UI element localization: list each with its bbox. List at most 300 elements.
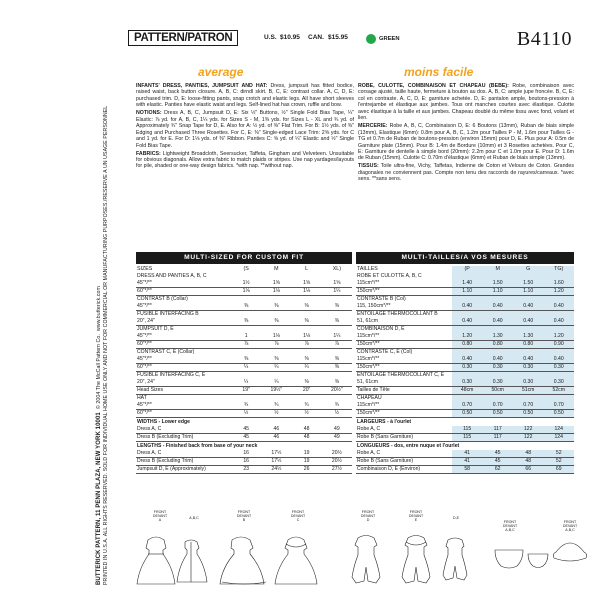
cell-value: 1⅝ [292,280,322,288]
garment-sketches [130,510,590,590]
cell-value: 41 [452,458,483,466]
desc-fr-notions-label: MERCERIE: [358,123,388,130]
length-row [136,450,352,458]
side-legal-text [96,105,110,585]
cell-value: 1⅛ [261,333,291,341]
cell-value [513,311,544,319]
cell-value [482,311,513,319]
table-row [136,356,352,364]
cell-value: ⅜ [292,303,322,311]
row-label: 51, 61cm [356,318,452,326]
table-header-row [136,266,352,273]
cell-value: ⅞ [322,341,352,349]
row-label: 115, 150cm*/** [356,303,452,311]
row-label: 60"*/** [136,341,231,349]
cell-value: ½ [292,410,322,418]
row-label: ENTOILAGE THERMOCOLLANT C, E [357,372,445,378]
cell-value [482,326,513,334]
table-section-row [136,273,352,280]
cell-value: 0.30 [543,364,574,372]
cell-value [513,372,544,380]
cell-value [482,372,513,380]
cell-value: ¾ [292,402,322,410]
pattern-header [128,30,578,50]
cell-value: ⅜ [261,318,291,326]
cell-value [261,372,291,380]
cell-value: 0.40 [482,318,513,326]
cell-value: 62 [482,466,513,474]
cell-value: 115 [452,426,483,434]
length-row [356,458,574,466]
cell-value [292,273,322,280]
row-label: CONTRASTE B (Col) [357,296,406,302]
cell-value: G [513,266,544,273]
cell-value [322,395,352,403]
desc-en-title: INFANTS' DRESS, PANTIES, JUMPSUIT AND HAT: [136,83,268,89]
yardage-table-fr [356,266,574,474]
cell-value: 0.30 [482,379,513,387]
cell-value: ¼ [231,379,261,387]
difficulty-fr: moins facile [404,65,474,79]
cell-value: ¾ [261,402,291,410]
cell-value: 1.20 [543,288,574,296]
row-label: Dress A, C [136,450,231,458]
cell-value [261,296,291,304]
table-row [136,288,352,296]
jumpsuit-d-sketch [352,536,380,584]
cell-value [513,296,544,304]
cell-value: 1.60 [543,280,574,288]
row-label: 60"*/** [136,288,231,296]
cell-value [513,349,544,357]
cell-value: 0.30 [513,379,544,387]
table-row [136,318,352,326]
length-row [356,466,574,474]
cell-value [452,372,483,380]
row-label: COMBINAISON D, E [357,326,405,332]
cell-value: 20½ [322,458,352,466]
lengths-title: LENGTHS - Finished back from base of your neck [136,442,352,451]
cell-value: 58 [452,466,483,474]
cell-value [513,273,544,280]
cell-value: 19 [292,450,322,458]
cell-value: ⅜ [322,303,352,311]
cell-value: ¼ [261,379,291,387]
widths-title: WIDTHS - Lower edge [136,418,352,427]
cell-value: 1.20 [452,333,483,341]
cell-value: 117 [482,434,513,442]
lengths-title: LONGUEURS - dos, entre nuque et l'ourlet [356,442,574,451]
cell-value: (P [452,266,483,273]
cell-value: 0.80 [452,341,483,349]
table-section-row [356,349,574,357]
row-label: 115cm*/** [356,280,452,288]
cell-value [231,395,261,403]
panties-sketch [495,550,548,568]
cell-value: 48 [292,434,322,442]
row-label: Dress A, C [136,426,231,434]
row-label: 115cm*/** [356,402,452,410]
cell-value: ⅜ [322,318,352,326]
side-rights: PRINTED IN U.S.A. ALL RIGHTS RESERVED. SOLD FOR INDIVIDUAL HOME USE ONLY AND NOT FOR COMMERCIAL OR MANUFACTURING PURPOSES./RESERVE A UN USAGE PERSONNEL [103,105,109,585]
cell-value: 0.30 [543,379,574,387]
cell-value [261,326,291,334]
width-row [356,434,574,442]
cell-value: 46 [261,434,291,442]
cell-value: ⅜ [261,303,291,311]
widths-title-row [136,418,352,427]
can-price: $15.95 [328,34,348,41]
cell-value: ⅞ [231,341,261,349]
desc-fr-title: ROBE, CULOTTE, COMBINAISON ET CHAPEAU (BEBE): [358,83,509,89]
desc-en-fabrics: Lightweight Broadcloth, Seersucker, Taffeta, Gingham and Velveteen. Unsuitable for obvious diagonals. Allow extra fabric to match plaids or stripes. Use nap yardages/layouts for pile, shaded or one-way design fabrics. *with nap. **without nap. [136,150,354,170]
cell-value: 115 [452,434,483,442]
cell-value: 0.40 [513,303,544,311]
cell-value: 117 [482,426,513,434]
cell-value [543,349,574,357]
dress-a-sketch [137,537,175,584]
cell-value: 45 [231,426,261,434]
cell-value: 1.10 [482,288,513,296]
difficulty-en: average [198,65,244,79]
row-label: Jumpsuit D, E (Approximately) [136,466,231,474]
hat-sketch [553,543,586,561]
table-row [356,303,574,311]
table-section-row [356,395,574,403]
dress-c-sketch [275,537,317,584]
desc-fr-notions: Robe A, B, C, Combinaison D, E: 6 Boutons (13mm), Ruban de biais simple (13mm), Elastique (6mm): 0.8m pour A, B, C, 1.2m pour Tailles P - M, 1.6m pour Tailles G - TG et 0.7m de Ruban de boutons-pression (environ 15mm) pour D, E. Plus pour A: 0.5m de Garniture plate (15mm). Pour B: 1.4m de Bordure (10mm) et 3 Rosettes achetées. Pour C, E: Garniture de dentelle à simple bord (20mm): 2.2m pour C et 1.0m pour E. Pour D: 1.6m de Ruban (15mm). Culotte C: 0.70m d'élastique (6mm) et Ruban de biais simple (13mm). [358,123,574,162]
table-section-row [136,311,352,319]
cell-value: 1⅝ [261,280,291,288]
cell-value [482,395,513,403]
row-label: JUMPSUIT D, E [137,326,174,332]
cell-value: ¼ [231,364,261,372]
width-row [136,434,352,442]
width-row [136,426,352,434]
row-label: 20", 24" [136,379,231,387]
cell-value: ¾ [322,402,352,410]
table-row [136,410,352,418]
cell-value [231,296,261,304]
table-section-row [136,372,352,380]
cell-value: 0.30 [452,364,483,372]
sketch-caption-de: D,E [453,516,459,520]
cell-value: 1.30 [513,333,544,341]
dress-b-sketch [220,537,266,584]
cell-value: ½ [322,410,352,418]
cell-value: ⅜ [261,356,291,364]
cell-value: 1¼ [322,288,352,296]
cell-value: 124 [543,426,574,434]
cell-value: ½ [261,410,291,418]
row-label: Dress B (Excluding Trim) [136,458,231,466]
cell-value: 26 [292,466,322,474]
row-label: Robe B (Sans Garniture) [356,434,452,442]
cell-value: 16 [231,450,261,458]
desc-en-notions: Dress A, B, C, Jumpsuit D, E: Six ½" Buttons, ½" Single Fold Bias Tape, ¼" Elastic: ⅞ yd. for A, B, C, 1¼ yds. for Sizes S - M, 1⅜ yds. for Sizes L - XL and ¾ yd. of Approximately ¾" Snap Tape for D, E. Also for A: ½ yd. of ⅜" Flat Trim. For B: 1½ yds. of ⅜" Edging and Purchased Three Rosettes. For C, E: ⅜" Single-edged Lace Trim: 2⅝ yds. for C and 1 yd. for E. For D: 1⅛ yds. of ⅜" Ribbon. Panties C: ⅝ yd. of ¼" Elastic and ½" Single Fold Bias Tape. [136,110,354,149]
cell-value: 0.90 [543,341,574,349]
cell-value: 0.40 [543,318,574,326]
row-label: Head Sizes [136,387,231,395]
cell-value [322,372,352,380]
cell-value: 1⅛ [292,288,322,296]
row-label: 115cm*/** [356,356,452,364]
row-label: 45"*/** [136,303,231,311]
cell-value [452,326,483,334]
cell-value: 1⅛ [261,288,291,296]
cell-value: 0.40 [482,303,513,311]
row-label: 115cm*/** [356,333,452,341]
table-row [356,333,574,341]
cell-value: 0.40 [513,318,544,326]
jumpsuit-back-sketch [443,538,467,580]
cell-value: 52 [543,450,574,458]
sketch-caption-panties: FRONT DEVANT A,B,C [502,520,518,532]
row-label: ROBE ET CULOTTE A, B, C [357,273,422,279]
cell-value [231,273,261,280]
cell-value: 0.50 [543,410,574,418]
us-label: U.S. [264,34,277,41]
row-label: FUSIBLE INTERFACING B [137,311,199,317]
description-fr [358,83,574,184]
cell-value: 17½ [261,450,291,458]
row-label: Robe B (Sans Garniture) [356,458,452,466]
cell-value: 0.50 [482,410,513,418]
cell-value: 0.70 [513,402,544,410]
cell-value: 52cm [543,387,574,395]
row-label: 45"*/** [136,402,231,410]
cell-value [543,395,574,403]
pattern-number: B4110 [516,28,572,50]
table-row [136,303,352,311]
width-row [356,426,574,434]
cell-value [261,395,291,403]
table-header-row [356,266,574,273]
desc-fr-fabrics-label: TISSUS: [358,163,379,170]
cell-value [292,311,322,319]
cell-value: 46 [261,426,291,434]
cell-value: 1.50 [482,280,513,288]
lengths-title-row [136,442,352,451]
row-label: 45"*/** [136,356,231,364]
cell-value: 19½" [261,387,291,395]
cell-value [292,395,322,403]
cell-value: 20" [292,387,322,395]
side-copyright: © 2004 The McCall Pattern Co. [96,334,102,410]
table-section-row [356,311,574,319]
side-company: BUTTERICK PATTERN, 11 PENN PLAZA, NEW YORK 10001 [96,412,102,585]
cell-value: ⅜ [322,364,352,372]
row-label: Robe A, C [356,450,452,458]
sketch-caption-front-e: FRONT DEVANT E [408,510,424,522]
table-row [136,341,352,349]
cell-value: 124 [543,434,574,442]
us-price: $10.95 [280,34,300,41]
row-label: TAILLES [357,266,378,272]
cell-value: 1 [231,333,261,341]
cell-value: ⅜ [231,318,261,326]
cell-value: ½ [231,410,261,418]
table-row [356,288,574,296]
cell-value: 122 [513,434,544,442]
cell-value [543,296,574,304]
cell-value: 0.30 [482,364,513,372]
table-row [356,410,574,418]
cell-value [231,372,261,380]
table-row [136,387,352,395]
table-row [136,280,352,288]
cell-value: 48 [513,450,544,458]
cell-value: 41 [452,450,483,458]
cell-value: 69 [543,466,574,474]
widths-title-row [356,418,574,427]
row-label: SIZES [137,266,153,272]
row-label: Combinaison D, E (Environ) [356,466,452,474]
cell-value: 45 [231,434,261,442]
row-label: 150cm*/** [356,341,452,349]
row-label: FUSIBLE INTERFACING C, E [137,372,206,378]
table-row [136,402,352,410]
cell-value: 122 [513,426,544,434]
desc-en-fabrics-label: FABRICS: [136,150,161,157]
table-section-row [356,372,574,380]
cell-value: 19 [292,458,322,466]
cell-value: ⅞ [292,341,322,349]
table-section-row [136,349,352,357]
cell-value [292,372,322,380]
row-label: 60"*/** [136,410,231,418]
cell-value: 1.20 [543,333,574,341]
table-row [356,379,574,387]
cell-value [261,273,291,280]
cell-value [482,273,513,280]
length-row [356,450,574,458]
cell-value: ⅜ [292,356,322,364]
row-label: 51, 61cm [356,379,452,387]
cell-value: 0.40 [482,356,513,364]
cell-value: 0.70 [452,402,483,410]
side-website: www.butterick.com [96,286,102,331]
cell-value: 1¼ [322,333,352,341]
cell-value [322,296,352,304]
cell-value: 49 [322,426,352,434]
color-dot-icon [366,34,376,44]
table-row [356,387,574,395]
cell-value: ¼ [261,364,291,372]
row-label: 150cm*/** [356,288,452,296]
row-label: CONTRAST B (Collar) [137,296,188,302]
cell-value: 0.30 [452,379,483,387]
cell-value: 48 [292,426,322,434]
cell-value: 1.10 [452,288,483,296]
cell-value: 48cm [452,387,483,395]
cell-value [261,349,291,357]
cell-value: XL) [332,266,341,272]
cell-value: M [482,266,513,273]
cell-value: ⅜ [231,303,261,311]
cell-value: TG) [543,266,574,273]
table-row [356,364,574,372]
table-en-bar: MULTI-SIZED FOR CUSTOM FIT [136,252,352,264]
cell-value: 16 [231,458,261,466]
row-label: 150cm*/** [356,364,452,372]
cell-value: ⅜ [292,318,322,326]
cell-value: 50cm [482,387,513,395]
cell-value [452,296,483,304]
cell-value [261,311,291,319]
row-label: CONTRAST C, E (Collar) [137,349,195,355]
row-label: CONTRASTE C, E (Col) [357,349,413,355]
jumpsuit-e-sketch [402,536,430,584]
sketch-caption-front-c: FRONT DEVANT C [290,510,306,522]
row-label: HAT [137,395,147,401]
cell-value: ⅞ [261,341,291,349]
cell-value: 48 [513,458,544,466]
cell-value: 17½ [261,458,291,466]
desc-fr-fabrics: Toile ultra-fine, Vichy, Taffetas, Indienne de Coton et Velours de Coton. Grandes diagonales ne conviennent pas. Compte non tenu des raccords de rayures/carreaux. *avec sens. **sans sens. [358,163,574,183]
description-en [136,83,354,171]
cell-value: 1.50 [513,280,544,288]
sketch-caption-front-d: FRONT DEVANT D [360,510,376,522]
dress-back-sketch [177,540,207,582]
cell-value: L [305,266,309,272]
cell-value [322,326,352,334]
lengths-title-row [356,442,574,451]
table-section-row [136,296,352,304]
table-section-row [356,326,574,334]
cell-value [292,326,322,334]
cell-value [543,311,574,319]
sketch-caption-abc: A,B,C [189,516,199,520]
table-row [136,333,352,341]
cell-value: 0.80 [513,341,544,349]
cell-value: ⅜ [292,379,322,387]
cell-value: 27½ [322,466,352,474]
row-label: Robe A, C [356,426,452,434]
row-label: 45"*/** [136,333,231,341]
row-label: 20", 24" [136,318,231,326]
row-label: Tailles de Tête [356,387,452,395]
cell-value: ¼ [292,364,322,372]
cell-value [452,349,483,357]
desc-fr-body: Robe, combinaison avec corsage ajusté, taille haute, fermeture à bouton au dos. A, B, C: ample jupe froncée. B, C, E: col en contraste. A, C, D, E: garniture achetée. D, E: pantalon ample, boutons-pression à l'entrejambe et élastique aux jambes. Tous ont manches courtes avec élastique. Culotte avec élastique à la taille et aux jambes. Chapeau doublé du même tissu avec fond, volant et lien. [358,83,574,122]
cell-value: 52 [543,458,574,466]
sketch-caption-front-a: FRONT DEVANT A [152,510,168,522]
cell-value [543,326,574,334]
cell-value: 0.40 [543,356,574,364]
cell-value: 1½ [231,280,261,288]
cell-value: 0.50 [452,410,483,418]
cell-value: ⅜ [322,379,352,387]
cell-value: M [274,266,279,272]
cell-value [543,372,574,380]
cell-value [231,326,261,334]
sketch-caption-hat: FRONT DEVANT A,B,C [562,520,578,532]
cell-value: 1⅛ [292,333,322,341]
cell-value: 1.40 [452,280,483,288]
length-row [136,458,352,466]
cell-value [231,349,261,357]
cell-value [322,349,352,357]
can-label: CAN. [308,34,324,41]
cell-value [292,349,322,357]
table-row [356,402,574,410]
cell-value [513,326,544,334]
row-label: 45"*/** [136,280,231,288]
cell-value [292,296,322,304]
row-label: ENTOILAGE THERMOCOLLANT B [357,311,438,317]
table-row [356,280,574,288]
